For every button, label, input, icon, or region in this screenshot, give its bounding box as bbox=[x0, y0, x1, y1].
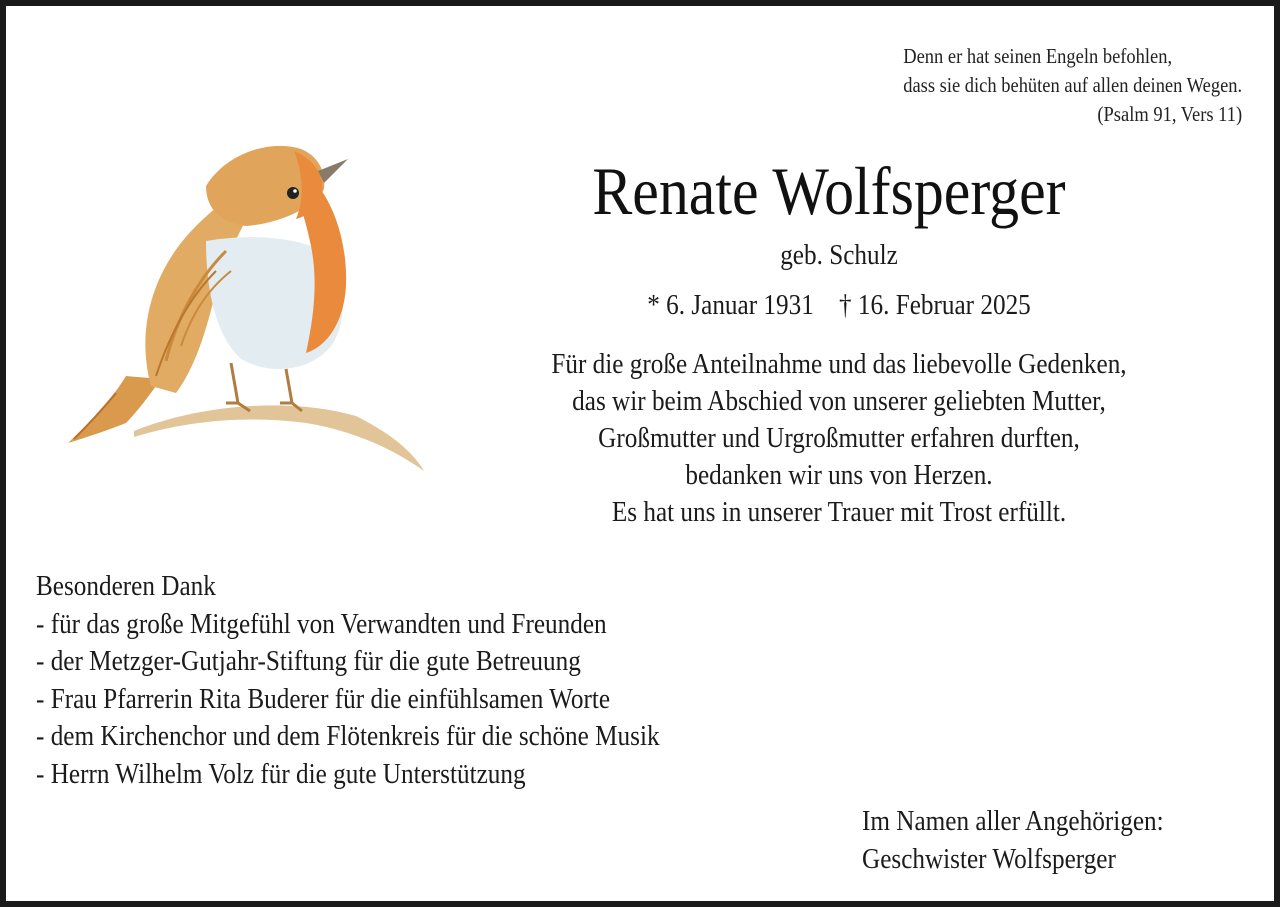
birth-date: * 6. Januar 1931 bbox=[647, 290, 814, 321]
bible-verse bbox=[903, 42, 1242, 129]
special-thanks-item: - Herrn Wilhelm Volz für die gute Unterstützung bbox=[36, 758, 526, 790]
death-date: † 16. Februar 2025 bbox=[839, 290, 1031, 321]
thanks-line: Es hat uns in unserer Trauer mit Trost erfüllt. bbox=[611, 497, 1067, 528]
obituary-notice bbox=[6, 6, 1274, 901]
signature-line-1: Im Namen aller Angehörigen: bbox=[862, 806, 1164, 837]
maiden-name: geb. Schulz bbox=[780, 240, 898, 271]
robin-icon bbox=[56, 131, 431, 486]
thanks-line: Für die große Anteilnahme und das liebevolle Gedenken, bbox=[551, 349, 1127, 380]
special-thanks-item: - Frau Pfarrerin Rita Buderer für die einfühlsamen Worte bbox=[36, 683, 611, 715]
verse-line-1: Denn er hat seinen Engeln befohlen, bbox=[903, 44, 1172, 68]
special-thanks bbox=[36, 568, 660, 793]
signature bbox=[862, 803, 1164, 879]
thanks-paragraph bbox=[467, 346, 1210, 531]
special-thanks-item: - dem Kirchenchor und dem Flötenkreis für die schöne Musik bbox=[36, 721, 660, 752]
verse-source: (Psalm 91, Vers 11) bbox=[1097, 102, 1242, 126]
special-thanks-heading: Besonderen Dank bbox=[36, 571, 216, 602]
thanks-line: Großmutter und Urgroßmutter erfahren durften, bbox=[598, 423, 1080, 454]
life-dates bbox=[467, 288, 1210, 324]
thanks-line: das wir beim Abschied von unserer geliebten Mutter, bbox=[572, 386, 1106, 417]
special-thanks-item: - der Metzger-Gutjahr-Stiftung für die gute Betreuung bbox=[36, 646, 581, 677]
deceased-name: Renate Wolfsperger bbox=[592, 153, 1066, 229]
special-thanks-item: - für das große Mitgefühl von Verwandten und Freunden bbox=[36, 608, 607, 640]
signature-line-2: Geschwister Wolfsperger bbox=[862, 844, 1116, 875]
thanks-line: bedanken wir uns von Herzen. bbox=[685, 460, 993, 491]
verse-line-2: dass sie dich behüten auf allen deinen Wegen. bbox=[903, 73, 1242, 97]
